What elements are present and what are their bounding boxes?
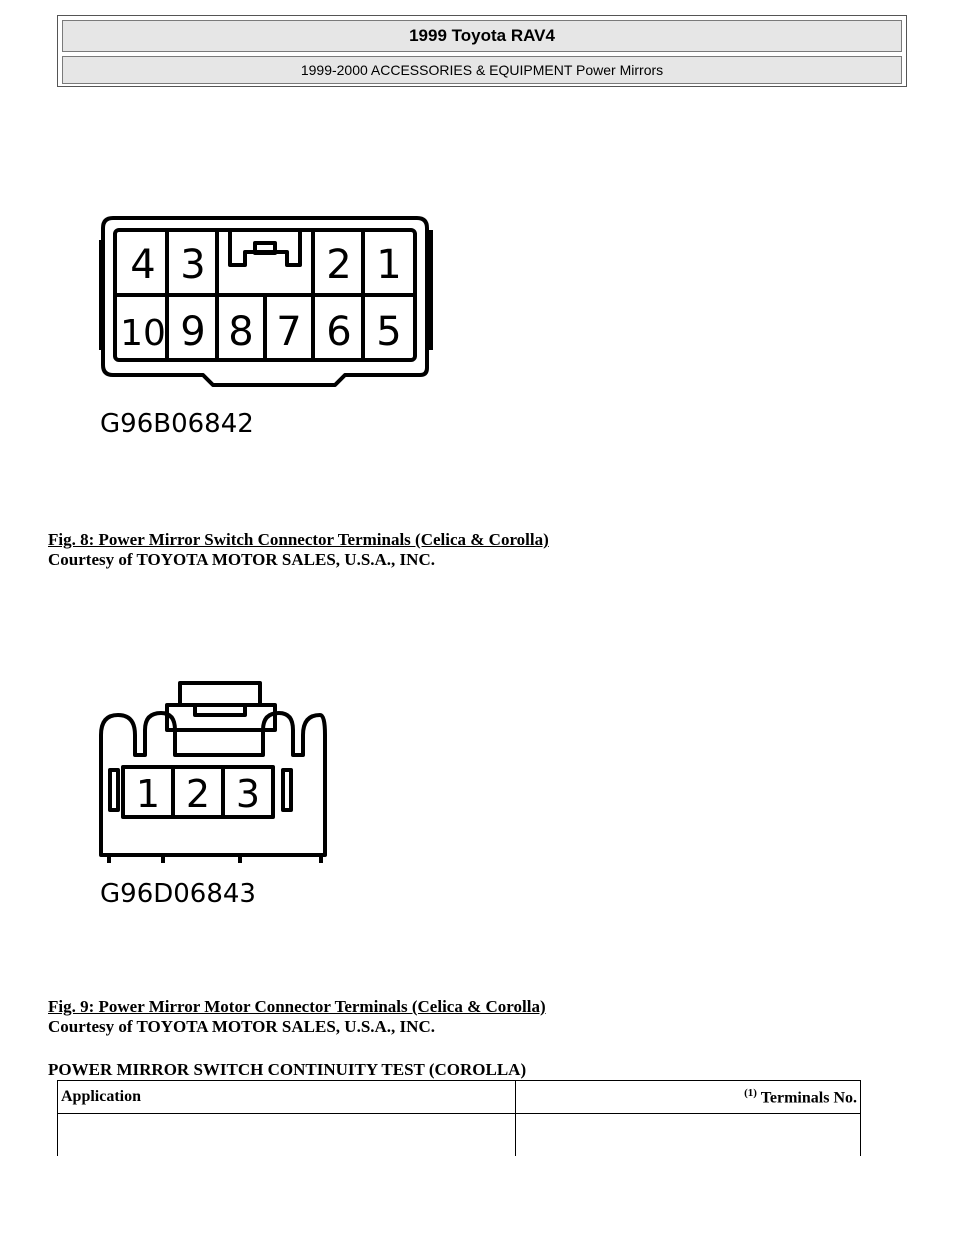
vehicle-title: 1999 Toyota RAV4 <box>62 20 902 52</box>
motor-connector-drawing <box>95 675 335 910</box>
table-cell <box>516 1114 861 1157</box>
terminal-label: 8 <box>228 309 254 355</box>
figure-8-courtesy: Courtesy of TOYOTA MOTOR SALES, U.S.A., INC. <box>48 550 435 569</box>
switch-connector-drawing <box>95 210 440 440</box>
figure-8-caption <box>48 530 549 570</box>
section-subtitle: 1999-2000 ACCESSORIES & EQUIPMENT Power Mirrors <box>62 56 902 84</box>
table-row <box>58 1114 861 1157</box>
figure-9-courtesy: Courtesy of TOYOTA MOTOR SALES, U.S.A., INC. <box>48 1017 435 1036</box>
section-title: POWER MIRROR SWITCH CONTINUITY TEST (COROLLA) <box>48 1060 527 1079</box>
terminal-label: 9 <box>180 309 206 355</box>
continuity-test-table <box>57 1080 861 1156</box>
footnote-marker: (1) <box>744 1086 757 1099</box>
terminal-label: 7 <box>276 309 302 355</box>
document-header <box>57 15 907 87</box>
terminal-label: 2 <box>326 242 352 288</box>
terminal-label: 1 <box>135 772 161 816</box>
table-header-row <box>58 1081 861 1114</box>
terminal-label: 2 <box>185 772 211 816</box>
terminal-label: 5 <box>376 309 402 355</box>
switch-connector-diagram <box>95 210 440 440</box>
terminal-label: 3 <box>180 242 206 288</box>
figure-9-caption <box>48 997 546 1037</box>
figure-id: G96B06842 <box>100 409 254 439</box>
table-cell <box>58 1114 516 1157</box>
motor-connector-diagram <box>95 675 335 910</box>
figure-id: G96D06843 <box>100 879 256 909</box>
figure-8-title: Fig. 8: Power Mirror Switch Connector Terminals (Celica & Corolla) <box>48 530 549 549</box>
terminal-label: 1 <box>376 242 402 288</box>
column-header-terminals <box>516 1081 861 1114</box>
terminal-label: 10 <box>120 313 166 354</box>
terminal-label: 3 <box>235 772 261 816</box>
column-header-application: Application <box>58 1081 516 1114</box>
column-header-terminals-label: Terminals No. <box>760 1089 857 1107</box>
terminal-label: 4 <box>130 242 156 288</box>
terminal-label: 6 <box>326 309 352 355</box>
figure-9-title: Fig. 9: Power Mirror Motor Connector Terminals (Celica & Corolla) <box>48 997 546 1016</box>
